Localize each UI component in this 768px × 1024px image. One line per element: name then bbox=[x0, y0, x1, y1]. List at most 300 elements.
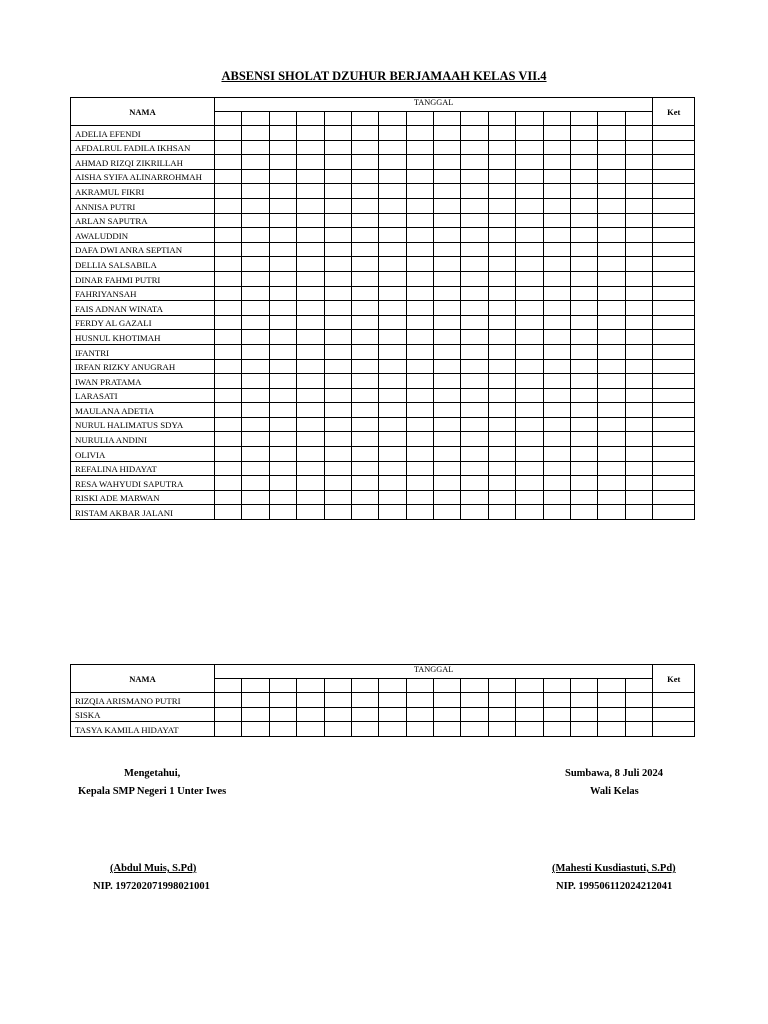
attendance-cell bbox=[543, 286, 570, 301]
attendance-cell bbox=[297, 374, 324, 389]
attendance-cell bbox=[434, 169, 461, 184]
attendance-cell bbox=[543, 693, 570, 708]
ket-cell bbox=[653, 155, 695, 170]
attendance-cell bbox=[379, 359, 406, 374]
attendance-cell bbox=[543, 126, 570, 141]
attendance-cell bbox=[406, 359, 433, 374]
attendance-cell bbox=[324, 242, 351, 257]
attendance-cell bbox=[516, 461, 543, 476]
ket-cell bbox=[653, 490, 695, 505]
header-ket: Ket bbox=[653, 98, 695, 126]
attendance-cell bbox=[488, 693, 515, 708]
attendance-cell bbox=[324, 447, 351, 462]
attendance-cell bbox=[543, 461, 570, 476]
ket-cell bbox=[653, 140, 695, 155]
attendance-cell bbox=[406, 505, 433, 520]
attendance-cell bbox=[625, 722, 653, 737]
attendance-cell bbox=[379, 169, 406, 184]
attendance-cell bbox=[570, 374, 597, 389]
attendance-cell bbox=[242, 344, 269, 359]
attendance-cell bbox=[625, 374, 653, 389]
attendance-cell bbox=[516, 722, 543, 737]
table-row bbox=[71, 257, 695, 272]
attendance-cell bbox=[488, 140, 515, 155]
attendance-cell bbox=[269, 155, 296, 170]
attendance-cell bbox=[297, 126, 324, 141]
attendance-cell bbox=[516, 490, 543, 505]
ket-cell bbox=[653, 505, 695, 520]
attendance-cell bbox=[406, 228, 433, 243]
attendance-cell bbox=[461, 213, 488, 228]
attendance-cell bbox=[215, 126, 242, 141]
attendance-cell bbox=[543, 388, 570, 403]
attendance-cell bbox=[215, 417, 242, 432]
attendance-cell bbox=[461, 257, 488, 272]
attendance-cell bbox=[269, 693, 296, 708]
attendance-cell bbox=[242, 169, 269, 184]
attendance-cell bbox=[324, 374, 351, 389]
attendance-cell bbox=[351, 707, 378, 722]
attendance-cell bbox=[516, 505, 543, 520]
student-name: RISTAM AKBAR JALANI bbox=[71, 505, 215, 520]
attendance-cell bbox=[351, 330, 378, 345]
student-name: AISHA SYIFA ALINARROHMAH bbox=[71, 169, 215, 184]
attendance-cell bbox=[406, 447, 433, 462]
attendance-cell bbox=[379, 707, 406, 722]
attendance-cell bbox=[297, 359, 324, 374]
attendance-cell bbox=[324, 505, 351, 520]
attendance-cell bbox=[598, 490, 625, 505]
attendance-cell bbox=[379, 476, 406, 491]
attendance-cell bbox=[406, 344, 433, 359]
attendance-cell bbox=[215, 330, 242, 345]
attendance-cell bbox=[351, 184, 378, 199]
attendance-cell bbox=[434, 213, 461, 228]
attendance-cell bbox=[269, 505, 296, 520]
attendance-cell bbox=[242, 461, 269, 476]
attendance-cell bbox=[406, 722, 433, 737]
attendance-cell bbox=[625, 257, 653, 272]
attendance-cell bbox=[215, 344, 242, 359]
attendance-cell bbox=[269, 432, 296, 447]
attendance-cell bbox=[461, 417, 488, 432]
date-header-cell bbox=[297, 112, 324, 126]
attendance-cell bbox=[242, 403, 269, 418]
attendance-cell bbox=[516, 315, 543, 330]
attendance-cell bbox=[488, 315, 515, 330]
attendance-cell bbox=[324, 213, 351, 228]
attendance-cell bbox=[625, 126, 653, 141]
left-signature-line1: Mengetahui, bbox=[124, 768, 181, 779]
attendance-cell bbox=[434, 447, 461, 462]
date-header-cell bbox=[488, 679, 515, 693]
attendance-cell bbox=[242, 198, 269, 213]
attendance-cell bbox=[297, 388, 324, 403]
attendance-cell bbox=[516, 374, 543, 389]
attendance-cell bbox=[488, 461, 515, 476]
attendance-cell bbox=[406, 461, 433, 476]
attendance-cell bbox=[351, 228, 378, 243]
attendance-cell bbox=[598, 228, 625, 243]
ket-cell bbox=[653, 359, 695, 374]
attendance-cell bbox=[297, 476, 324, 491]
attendance-cell bbox=[351, 476, 378, 491]
attendance-cell bbox=[625, 184, 653, 199]
attendance-cell bbox=[598, 198, 625, 213]
attendance-cell bbox=[625, 242, 653, 257]
attendance-cell bbox=[297, 447, 324, 462]
attendance-cell bbox=[242, 242, 269, 257]
attendance-cell bbox=[488, 505, 515, 520]
attendance-cell bbox=[269, 359, 296, 374]
attendance-cell bbox=[242, 184, 269, 199]
attendance-cell bbox=[543, 330, 570, 345]
attendance-cell bbox=[570, 359, 597, 374]
attendance-cell bbox=[351, 693, 378, 708]
table-row bbox=[71, 403, 695, 418]
attendance-cell bbox=[379, 242, 406, 257]
attendance-cell bbox=[242, 447, 269, 462]
attendance-cell bbox=[488, 184, 515, 199]
attendance-cell bbox=[297, 722, 324, 737]
attendance-cell bbox=[570, 198, 597, 213]
ket-cell bbox=[653, 693, 695, 708]
attendance-cell bbox=[215, 169, 242, 184]
attendance-cell bbox=[269, 490, 296, 505]
attendance-cell bbox=[379, 461, 406, 476]
attendance-cell bbox=[215, 490, 242, 505]
left-signer-nip: NIP. 197202071998021001 bbox=[93, 881, 210, 892]
attendance-cell bbox=[543, 490, 570, 505]
attendance-cell bbox=[598, 271, 625, 286]
attendance-cell bbox=[461, 315, 488, 330]
attendance-cell bbox=[570, 722, 597, 737]
attendance-cell bbox=[543, 271, 570, 286]
header-row bbox=[71, 98, 695, 112]
attendance-cell bbox=[488, 126, 515, 141]
table-row bbox=[71, 432, 695, 447]
attendance-cell bbox=[516, 271, 543, 286]
attendance-cell bbox=[351, 213, 378, 228]
attendance-cell bbox=[434, 693, 461, 708]
attendance-cell bbox=[324, 126, 351, 141]
date-header-cell bbox=[488, 112, 515, 126]
attendance-cell bbox=[543, 301, 570, 316]
attendance-cell bbox=[598, 707, 625, 722]
attendance-cell bbox=[434, 388, 461, 403]
attendance-cell bbox=[598, 476, 625, 491]
attendance-cell bbox=[351, 155, 378, 170]
attendance-cell bbox=[543, 228, 570, 243]
attendance-cell bbox=[434, 505, 461, 520]
attendance-cell bbox=[488, 359, 515, 374]
document-title: ABSENSI SHOLAT DZUHUR BERJAMAAH KELAS VII.4 bbox=[221, 69, 547, 83]
student-name: DELLIA SALSABILA bbox=[71, 257, 215, 272]
attendance-cell bbox=[351, 140, 378, 155]
table-row bbox=[71, 213, 695, 228]
attendance-cell bbox=[269, 330, 296, 345]
attendance-cell bbox=[324, 286, 351, 301]
attendance-cell bbox=[543, 344, 570, 359]
attendance-cell bbox=[434, 461, 461, 476]
attendance-cell bbox=[570, 155, 597, 170]
attendance-cell bbox=[242, 505, 269, 520]
attendance-cell bbox=[461, 707, 488, 722]
attendance-cell bbox=[570, 432, 597, 447]
attendance-cell bbox=[324, 315, 351, 330]
attendance-cell bbox=[297, 169, 324, 184]
attendance-cell bbox=[543, 722, 570, 737]
attendance-cell bbox=[406, 403, 433, 418]
student-name: AFDALRUL FADILA IKHSAN bbox=[71, 140, 215, 155]
attendance-cell bbox=[598, 140, 625, 155]
attendance-cell bbox=[598, 126, 625, 141]
attendance-cell bbox=[379, 374, 406, 389]
attendance-cell bbox=[434, 184, 461, 199]
attendance-cell bbox=[625, 693, 653, 708]
attendance-cell bbox=[461, 388, 488, 403]
attendance-cell bbox=[434, 403, 461, 418]
attendance-cell bbox=[570, 447, 597, 462]
attendance-cell bbox=[406, 140, 433, 155]
student-name: FAIS ADNAN WINATA bbox=[71, 301, 215, 316]
attendance-cell bbox=[543, 359, 570, 374]
attendance-cell bbox=[242, 707, 269, 722]
attendance-cell bbox=[351, 403, 378, 418]
attendance-cell bbox=[461, 461, 488, 476]
date-header-cell bbox=[570, 679, 597, 693]
date-header-cell bbox=[461, 679, 488, 693]
table-row bbox=[71, 344, 695, 359]
attendance-cell bbox=[543, 417, 570, 432]
table-row bbox=[71, 198, 695, 213]
attendance-cell bbox=[297, 184, 324, 199]
attendance-cell bbox=[516, 286, 543, 301]
header-nama: NAMA bbox=[71, 665, 215, 693]
ket-cell bbox=[653, 301, 695, 316]
attendance-cell bbox=[543, 505, 570, 520]
attendance-cell bbox=[461, 693, 488, 708]
attendance-cell bbox=[269, 286, 296, 301]
date-header-cell bbox=[351, 112, 378, 126]
attendance-cell bbox=[461, 476, 488, 491]
attendance-cell bbox=[269, 344, 296, 359]
attendance-cell bbox=[379, 403, 406, 418]
ket-cell bbox=[653, 126, 695, 141]
attendance-cell bbox=[434, 359, 461, 374]
attendance-cell bbox=[625, 432, 653, 447]
attendance-cell bbox=[406, 126, 433, 141]
attendance-cell bbox=[351, 242, 378, 257]
attendance-cell bbox=[242, 722, 269, 737]
attendance-cell bbox=[351, 461, 378, 476]
attendance-cell bbox=[488, 301, 515, 316]
attendance-cell bbox=[215, 271, 242, 286]
header-tanggal: TANGGAL bbox=[215, 98, 653, 112]
attendance-cell bbox=[570, 271, 597, 286]
attendance-cell bbox=[543, 374, 570, 389]
table-row bbox=[71, 271, 695, 286]
ket-cell bbox=[653, 707, 695, 722]
attendance-cell bbox=[434, 140, 461, 155]
attendance-cell bbox=[351, 286, 378, 301]
date-header-cell bbox=[406, 112, 433, 126]
attendance-cell bbox=[324, 693, 351, 708]
attendance-cell bbox=[570, 417, 597, 432]
attendance-cell bbox=[379, 432, 406, 447]
attendance-cell bbox=[242, 286, 269, 301]
attendance-cell bbox=[406, 417, 433, 432]
attendance-cell bbox=[351, 505, 378, 520]
table-row bbox=[71, 693, 695, 708]
attendance-cell bbox=[625, 286, 653, 301]
attendance-cell bbox=[516, 432, 543, 447]
attendance-cell bbox=[406, 388, 433, 403]
attendance-cell bbox=[351, 301, 378, 316]
attendance-cell bbox=[351, 417, 378, 432]
attendance-cell bbox=[434, 344, 461, 359]
left-signer-name: (Abdul Muis, S.Pd) bbox=[110, 863, 197, 874]
attendance-cell bbox=[434, 476, 461, 491]
ket-cell bbox=[653, 286, 695, 301]
attendance-cell bbox=[324, 417, 351, 432]
date-header-cell bbox=[461, 112, 488, 126]
attendance-cell bbox=[543, 242, 570, 257]
attendance-cell bbox=[324, 169, 351, 184]
attendance-cell bbox=[598, 155, 625, 170]
attendance-cell bbox=[570, 403, 597, 418]
attendance-cell bbox=[324, 388, 351, 403]
attendance-cell bbox=[625, 461, 653, 476]
attendance-cell bbox=[625, 155, 653, 170]
attendance-cell bbox=[625, 140, 653, 155]
attendance-cell bbox=[269, 315, 296, 330]
attendance-cell bbox=[461, 140, 488, 155]
attendance-cell bbox=[434, 271, 461, 286]
attendance-cell bbox=[242, 155, 269, 170]
attendance-cell bbox=[269, 403, 296, 418]
attendance-cell bbox=[379, 155, 406, 170]
attendance-cell bbox=[379, 693, 406, 708]
attendance-cell bbox=[488, 476, 515, 491]
attendance-cell bbox=[543, 447, 570, 462]
attendance-cell bbox=[215, 213, 242, 228]
attendance-cell bbox=[516, 403, 543, 418]
attendance-cell bbox=[461, 330, 488, 345]
attendance-cell bbox=[516, 417, 543, 432]
attendance-cell bbox=[570, 693, 597, 708]
attendance-cell bbox=[379, 271, 406, 286]
ket-cell bbox=[653, 388, 695, 403]
attendance-cell bbox=[379, 228, 406, 243]
attendance-cell bbox=[434, 374, 461, 389]
attendance-cell bbox=[297, 344, 324, 359]
table-row bbox=[71, 169, 695, 184]
attendance-cell bbox=[625, 417, 653, 432]
attendance-cell bbox=[215, 184, 242, 199]
attendance-cell bbox=[242, 140, 269, 155]
attendance-cell bbox=[516, 184, 543, 199]
attendance-cell bbox=[570, 184, 597, 199]
attendance-cell bbox=[570, 707, 597, 722]
date-header-cell bbox=[379, 679, 406, 693]
attendance-cell bbox=[297, 505, 324, 520]
attendance-cell bbox=[625, 707, 653, 722]
attendance-cell bbox=[324, 722, 351, 737]
attendance-cell bbox=[516, 344, 543, 359]
attendance-cell bbox=[543, 315, 570, 330]
date-header-cell bbox=[598, 679, 625, 693]
attendance-cell bbox=[324, 461, 351, 476]
attendance-cell bbox=[215, 155, 242, 170]
attendance-cell bbox=[242, 693, 269, 708]
attendance-cell bbox=[297, 301, 324, 316]
attendance-cell bbox=[625, 388, 653, 403]
attendance-cell bbox=[570, 126, 597, 141]
attendance-cell bbox=[488, 155, 515, 170]
attendance-cell bbox=[625, 315, 653, 330]
attendance-cell bbox=[434, 722, 461, 737]
attendance-cell bbox=[543, 198, 570, 213]
table-row bbox=[71, 417, 695, 432]
date-header-cell bbox=[324, 112, 351, 126]
attendance-cell bbox=[461, 228, 488, 243]
attendance-cell bbox=[434, 417, 461, 432]
date-header-cell bbox=[406, 679, 433, 693]
student-name: RISKI ADE MARWAN bbox=[71, 490, 215, 505]
attendance-cell bbox=[379, 447, 406, 462]
attendance-cell bbox=[598, 242, 625, 257]
attendance-cell bbox=[461, 403, 488, 418]
attendance-cell bbox=[269, 242, 296, 257]
attendance-cell bbox=[215, 242, 242, 257]
attendance-cell bbox=[570, 257, 597, 272]
student-name: NURULIA ANDINI bbox=[71, 432, 215, 447]
table-row bbox=[71, 461, 695, 476]
attendance-cell bbox=[461, 198, 488, 213]
student-name: FAHRIYANSAH bbox=[71, 286, 215, 301]
attendance-cell bbox=[215, 359, 242, 374]
attendance-cell bbox=[516, 301, 543, 316]
attendance-cell bbox=[461, 447, 488, 462]
ket-cell bbox=[653, 228, 695, 243]
attendance-cell bbox=[215, 388, 242, 403]
student-name: SISKA bbox=[71, 707, 215, 722]
attendance-cell bbox=[570, 461, 597, 476]
attendance-cell bbox=[570, 286, 597, 301]
attendance-cell bbox=[379, 184, 406, 199]
date-header-cell bbox=[324, 679, 351, 693]
attendance-cell bbox=[488, 374, 515, 389]
attendance-cell bbox=[406, 155, 433, 170]
student-name: LARASATI bbox=[71, 388, 215, 403]
attendance-cell bbox=[488, 228, 515, 243]
attendance-cell bbox=[215, 374, 242, 389]
attendance-cell bbox=[406, 271, 433, 286]
attendance-cell bbox=[297, 315, 324, 330]
ket-cell bbox=[653, 198, 695, 213]
attendance-cell bbox=[324, 707, 351, 722]
attendance-cell bbox=[406, 301, 433, 316]
attendance-cell bbox=[406, 476, 433, 491]
table-row bbox=[71, 707, 695, 722]
attendance-cell bbox=[269, 198, 296, 213]
attendance-cell bbox=[379, 722, 406, 737]
date-header-cell bbox=[516, 679, 543, 693]
attendance-cell bbox=[598, 330, 625, 345]
attendance-cell bbox=[324, 198, 351, 213]
attendance-cell bbox=[543, 707, 570, 722]
